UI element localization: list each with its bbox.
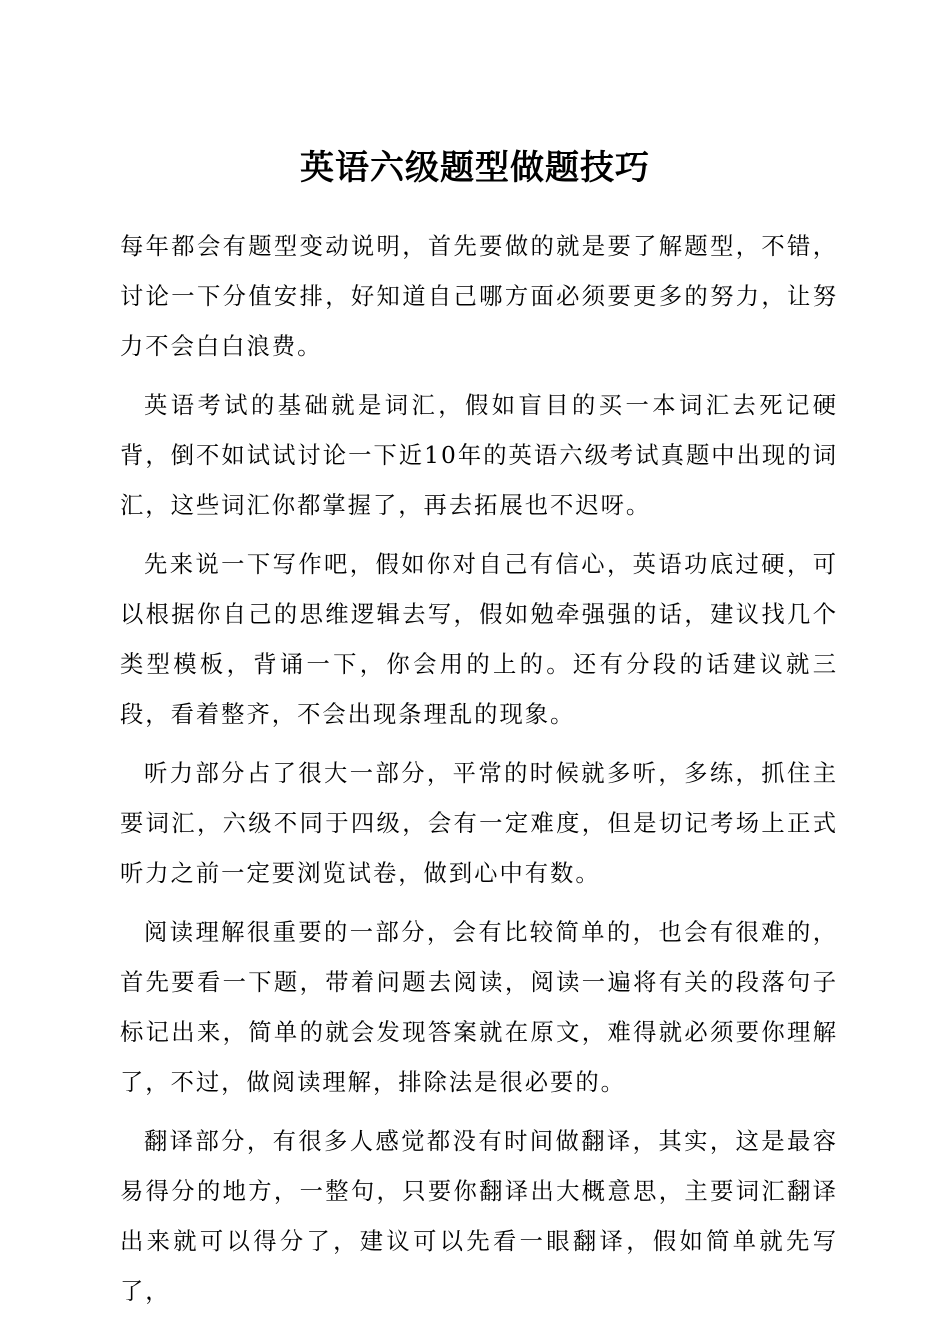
paragraph-reading: 阅读理解很重要的一部分，会有比较简单的，也会有很难的，首先要看一下题，带着问题去阅读，阅读一遍将有关的段落句子标记出来，简单的就会发现答案就在原文，难得就必须要你理解了，不过，做阅读理解，排除法是很必要的。 [120,919,838,1096]
paragraph-listening: 听力部分占了很大一部分，平常的时候就多听，多练，抓住主要词汇，六级不同于四级，会有一定难度，但是切记考场上正式听力之前一定要浏览试卷，做到心中有数。 [120,760,838,887]
paragraph-vocabulary: 英语考试的基础就是词汇，假如盲目的买一本词汇去死记硬背，倒不如试试讨论一下近10年的英语六级考试真题中出现的词汇，这些词汇你都掌握了，再去拓展也不迟呀。 [120,392,838,519]
paragraph-translation: 翻译部分，有很多人感觉都没有时间做翻译，其实，这是最容易得分的地方，一整句，只要你翻译出大概意思，主要词汇翻译出来就可以得分了，建议可以先看一眼翻译，假如简单就先写了， [120,1128,838,1305]
paragraph-writing: 先来说一下写作吧，假如你对自己有信心，英语功底过硬，可以根据你自己的思维逻辑去写，假如勉牵强强的话，建议找几个类型模板，背诵一下，你会用的上的。还有分段的话建议就三段，看着整齐，不会出现条理乱的现象。 [120,551,838,728]
document-body [120,222,838,1326]
document-title: 英语六级题型做题技巧 [300,148,650,188]
paragraph-question-types: 每年都会有题型变动说明，首先要做的就是要了解题型，不错，讨论一下分值安排，好知道自己哪方面必须要更多的努力，让努力不会白白浪费。 [120,233,838,360]
